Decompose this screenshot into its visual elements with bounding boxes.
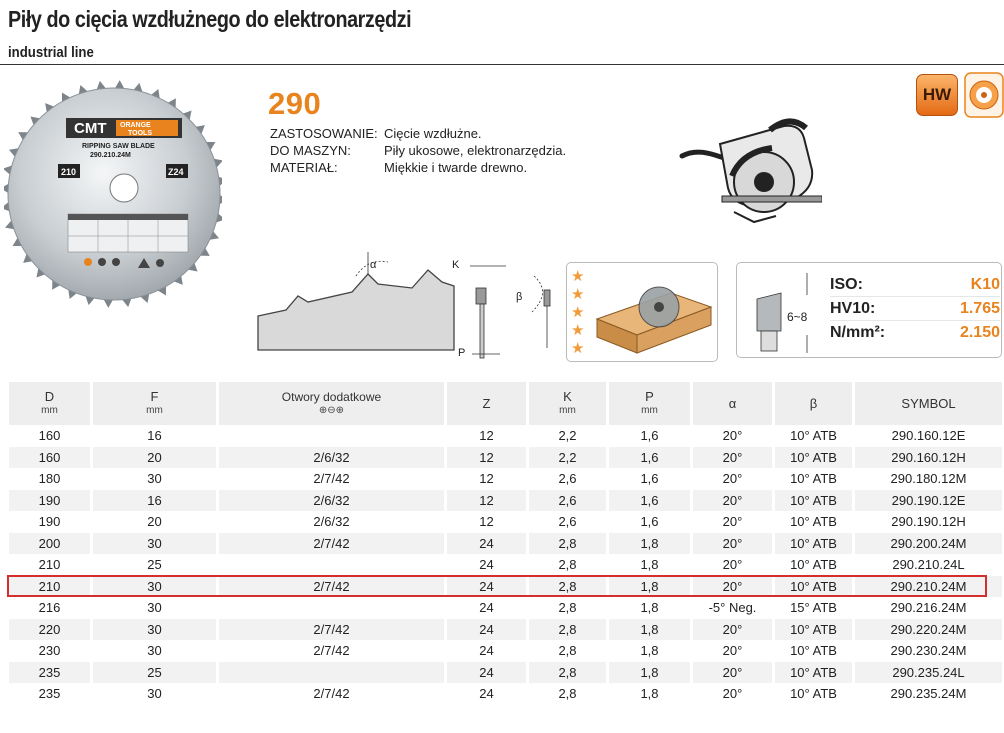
property-value: K10 <box>970 275 1000 293</box>
table-cell: 10° ATB <box>775 511 855 533</box>
spec-key: ZASTOSOWANIE: <box>270 126 378 141</box>
table-cell: 2,6 <box>529 468 609 490</box>
table-cell: 290.180.12M <box>855 468 1004 490</box>
table-cell: 290.230.24M <box>855 640 1004 662</box>
table-cell: 10° ATB <box>775 554 855 576</box>
page-subtitle: industrial line <box>8 44 94 61</box>
table-cell: 1,8 <box>609 597 693 619</box>
table-cell: 1,6 <box>609 490 693 512</box>
spec-key: MATERIAŁ: <box>270 160 338 175</box>
column-header: K mm <box>529 382 609 425</box>
k-label: K <box>452 259 460 271</box>
table-cell: 24 <box>447 640 529 662</box>
table-cell <box>219 425 447 447</box>
holes-icon: ⊕⊖⊕ <box>318 404 345 416</box>
spec-value: Miękkie i twarde drewno. <box>384 160 528 175</box>
table-cell: 10° ATB <box>775 447 855 469</box>
table-cell: 16 <box>93 490 219 512</box>
table-cell: 2,8 <box>529 619 609 641</box>
column-header: Otwory dodatkowe ⊕⊖⊕ <box>219 382 447 425</box>
table-cell: 1,8 <box>609 533 693 555</box>
table-cell: 2,2 <box>529 425 609 447</box>
star-icon: ★ <box>571 340 585 357</box>
table-cell: 10° ATB <box>775 619 855 641</box>
tooth-size-label: 6~8 <box>787 310 808 324</box>
table-row <box>9 554 1004 576</box>
table-row <box>9 597 1004 619</box>
property-row <box>830 297 1000 321</box>
table-cell: 290.210.24M <box>855 576 1004 598</box>
property-key: ISO: <box>830 275 863 293</box>
spec-value: Piły ukosowe, elektronarzędzia. <box>384 143 567 158</box>
table-cell: 20° <box>693 425 775 447</box>
table-cell: 20° <box>693 662 775 684</box>
table-cell: 2,8 <box>529 640 609 662</box>
table-cell: 220 <box>9 619 93 641</box>
star-icon: ★ <box>571 322 585 339</box>
star-icon: ★ <box>571 304 585 321</box>
table-cell: 290.220.24M <box>855 619 1004 641</box>
table-cell: 2,8 <box>529 554 609 576</box>
table-cell: 30 <box>93 576 219 598</box>
column-header: Z <box>447 382 529 425</box>
table-cell: 1,6 <box>609 511 693 533</box>
blade-brand-sub1: ORANGE <box>120 122 151 129</box>
blade-diameter: 210 <box>61 167 77 177</box>
rating-stars <box>571 269 584 357</box>
table-cell: 160 <box>9 447 93 469</box>
table-cell: 230 <box>9 640 93 662</box>
column-header: P mm <box>609 382 693 425</box>
table-cell: 24 <box>447 533 529 555</box>
table-cell: 2/7/42 <box>219 576 447 598</box>
table-cell: 30 <box>93 533 219 555</box>
table-cell: 10° ATB <box>775 662 855 684</box>
table-cell: 24 <box>447 662 529 684</box>
table-cell: 1,8 <box>609 554 693 576</box>
table-cell: 2/7/42 <box>219 533 447 555</box>
spec-row <box>270 125 566 142</box>
table-cell: 2,8 <box>529 683 609 705</box>
table-cell: 20° <box>693 468 775 490</box>
table-cell: 2/7/42 <box>219 468 447 490</box>
property-row <box>830 321 1000 345</box>
table-cell: 24 <box>447 619 529 641</box>
column-header: α <box>693 382 775 425</box>
table-cell: 1,8 <box>609 662 693 684</box>
table-cell <box>219 662 447 684</box>
table-cell: 20° <box>693 490 775 512</box>
column-header: F mm <box>93 382 219 425</box>
table-cell: 30 <box>93 619 219 641</box>
table-cell: 30 <box>93 468 219 490</box>
table-cell: 160 <box>9 425 93 447</box>
table-cell: 1,8 <box>609 576 693 598</box>
table-row <box>9 533 1004 555</box>
table-cell: 10° ATB <box>775 576 855 598</box>
table-cell: 30 <box>93 640 219 662</box>
table-cell: 2/6/32 <box>219 447 447 469</box>
table-cell: 2,8 <box>529 662 609 684</box>
table-cell: 1,6 <box>609 468 693 490</box>
spec-row <box>270 142 566 159</box>
table-cell: 1,6 <box>609 425 693 447</box>
table-cell: 2,6 <box>529 490 609 512</box>
table-cell: 1,8 <box>609 683 693 705</box>
table-cell: 24 <box>447 554 529 576</box>
table-cell: 2/7/42 <box>219 640 447 662</box>
blade-brand: CMT <box>74 120 107 137</box>
circular-saw-tool-image <box>672 104 822 234</box>
table-cell: 20 <box>93 447 219 469</box>
title-divider <box>0 64 1004 65</box>
table-cell: 12 <box>447 511 529 533</box>
table-cell: 20° <box>693 576 775 598</box>
table-cell: 10° ATB <box>775 490 855 512</box>
tooth-geometry-diagram <box>256 246 456 374</box>
table-cell: 200 <box>9 533 93 555</box>
table-cell: 235 <box>9 683 93 705</box>
table-cell: 12 <box>447 468 529 490</box>
property-row <box>830 273 1000 297</box>
star-icon: ★ <box>571 268 585 285</box>
property-key: N/mm²: <box>830 324 886 341</box>
p-label: P <box>458 347 466 359</box>
table-cell: 290.190.12E <box>855 490 1004 512</box>
table-cell: 2/6/32 <box>219 490 447 512</box>
table-cell: 20° <box>693 554 775 576</box>
table-cell <box>219 554 447 576</box>
table-row <box>9 619 1004 641</box>
column-header: D mm <box>9 382 93 425</box>
table-cell: 2/7/42 <box>219 619 447 641</box>
column-header: SYMBOL <box>855 382 1004 425</box>
table-cell: 216 <box>9 597 93 619</box>
table-cell: 20° <box>693 683 775 705</box>
saw-blade-image <box>4 66 222 314</box>
table-cell: 10° ATB <box>775 468 855 490</box>
table-row <box>9 425 1004 447</box>
table-cell: 24 <box>447 576 529 598</box>
table-cell: -5° Neg. <box>693 597 775 619</box>
alpha-label: α <box>370 259 377 271</box>
table-cell: 20 <box>93 511 219 533</box>
star-icon: ★ <box>571 286 585 303</box>
spec-list <box>270 125 566 176</box>
table-cell: 10° ATB <box>775 640 855 662</box>
table-cell: 20° <box>693 640 775 662</box>
table-cell: 24 <box>447 683 529 705</box>
table-cell: 20° <box>693 511 775 533</box>
table-cell: 2,2 <box>529 447 609 469</box>
properties-list <box>830 273 1000 345</box>
table-cell: 2,6 <box>529 511 609 533</box>
table-cell: 2,8 <box>529 597 609 619</box>
table-cell: 290.210.24L <box>855 554 1004 576</box>
table-cell: 290.160.12E <box>855 425 1004 447</box>
table-cell: 1,8 <box>609 619 693 641</box>
spec-key: DO MASZYN: <box>270 143 351 158</box>
table-cell: 2,8 <box>529 576 609 598</box>
table-cell: 24 <box>447 597 529 619</box>
column-header: β <box>775 382 855 425</box>
table-cell: 1,6 <box>609 447 693 469</box>
table-cell: 210 <box>9 576 93 598</box>
spec-row <box>270 159 566 176</box>
hw-badge: HW <box>916 74 958 116</box>
table-cell: 10° ATB <box>775 533 855 555</box>
table-cell: 10° ATB <box>775 683 855 705</box>
table-cell: 12 <box>447 425 529 447</box>
table-cell: 235 <box>9 662 93 684</box>
table-cell: 12 <box>447 447 529 469</box>
blade-coating-badge-icon <box>964 72 1004 118</box>
page-title: Piły do cięcia wzdłużnego do elektronarzędzi <box>8 6 412 32</box>
table-cell: 2/7/42 <box>219 683 447 705</box>
table-cell: 15° ATB <box>775 597 855 619</box>
table-cell: 20° <box>693 619 775 641</box>
table-cell: 1,8 <box>609 640 693 662</box>
table-cell: 2/6/32 <box>219 511 447 533</box>
table-cell: 25 <box>93 554 219 576</box>
table-cell: 180 <box>9 468 93 490</box>
blade-code: 290.210.24M <box>90 152 131 159</box>
table-cell: 190 <box>9 490 93 512</box>
property-value: 2.150 <box>959 324 1000 341</box>
kerf-diagram <box>448 246 560 374</box>
table-cell: 30 <box>93 683 219 705</box>
table-header-row <box>9 382 1004 425</box>
table-cell: 20° <box>693 447 775 469</box>
table-row <box>9 447 1004 469</box>
table-cell: 20° <box>693 533 775 555</box>
table-cell: 290.200.24M <box>855 533 1004 555</box>
highlighted-row-outline <box>7 575 987 597</box>
table-cell: 290.216.24M <box>855 597 1004 619</box>
table-row <box>9 662 1004 684</box>
beta-label: β <box>516 291 523 303</box>
table-cell: 12 <box>447 490 529 512</box>
table-cell <box>219 597 447 619</box>
material-rating-panel <box>566 262 718 362</box>
tooth-dimension-icon <box>747 269 827 353</box>
property-key: HV10: <box>830 299 876 317</box>
table-cell: 2,8 <box>529 533 609 555</box>
table-cell: 16 <box>93 425 219 447</box>
table-cell: 30 <box>93 597 219 619</box>
table-row <box>9 490 1004 512</box>
table-cell: 290.190.12H <box>855 511 1004 533</box>
table-cell: 290.235.24L <box>855 662 1004 684</box>
blade-brand-sub2: TOOLS <box>128 130 152 137</box>
product-code: 290 <box>268 86 322 121</box>
table-row <box>9 640 1004 662</box>
spec-value: Cięcie wzdłużne. <box>384 126 482 141</box>
blade-teeth: Z24 <box>168 167 184 177</box>
table-row <box>9 468 1004 490</box>
table-cell: 190 <box>9 511 93 533</box>
table-row <box>9 683 1004 705</box>
table-cell: 290.235.24M <box>855 683 1004 705</box>
product-table <box>9 382 1004 705</box>
table-cell: 10° ATB <box>775 425 855 447</box>
property-value: 1.765 <box>959 299 1000 317</box>
table-cell: 25 <box>93 662 219 684</box>
table-cell: 210 <box>9 554 93 576</box>
table-row <box>9 511 1004 533</box>
blade-type: RIPPING SAW BLADE <box>82 143 155 150</box>
wood-plank-icon <box>593 273 715 357</box>
table-cell: 290.160.12H <box>855 447 1004 469</box>
